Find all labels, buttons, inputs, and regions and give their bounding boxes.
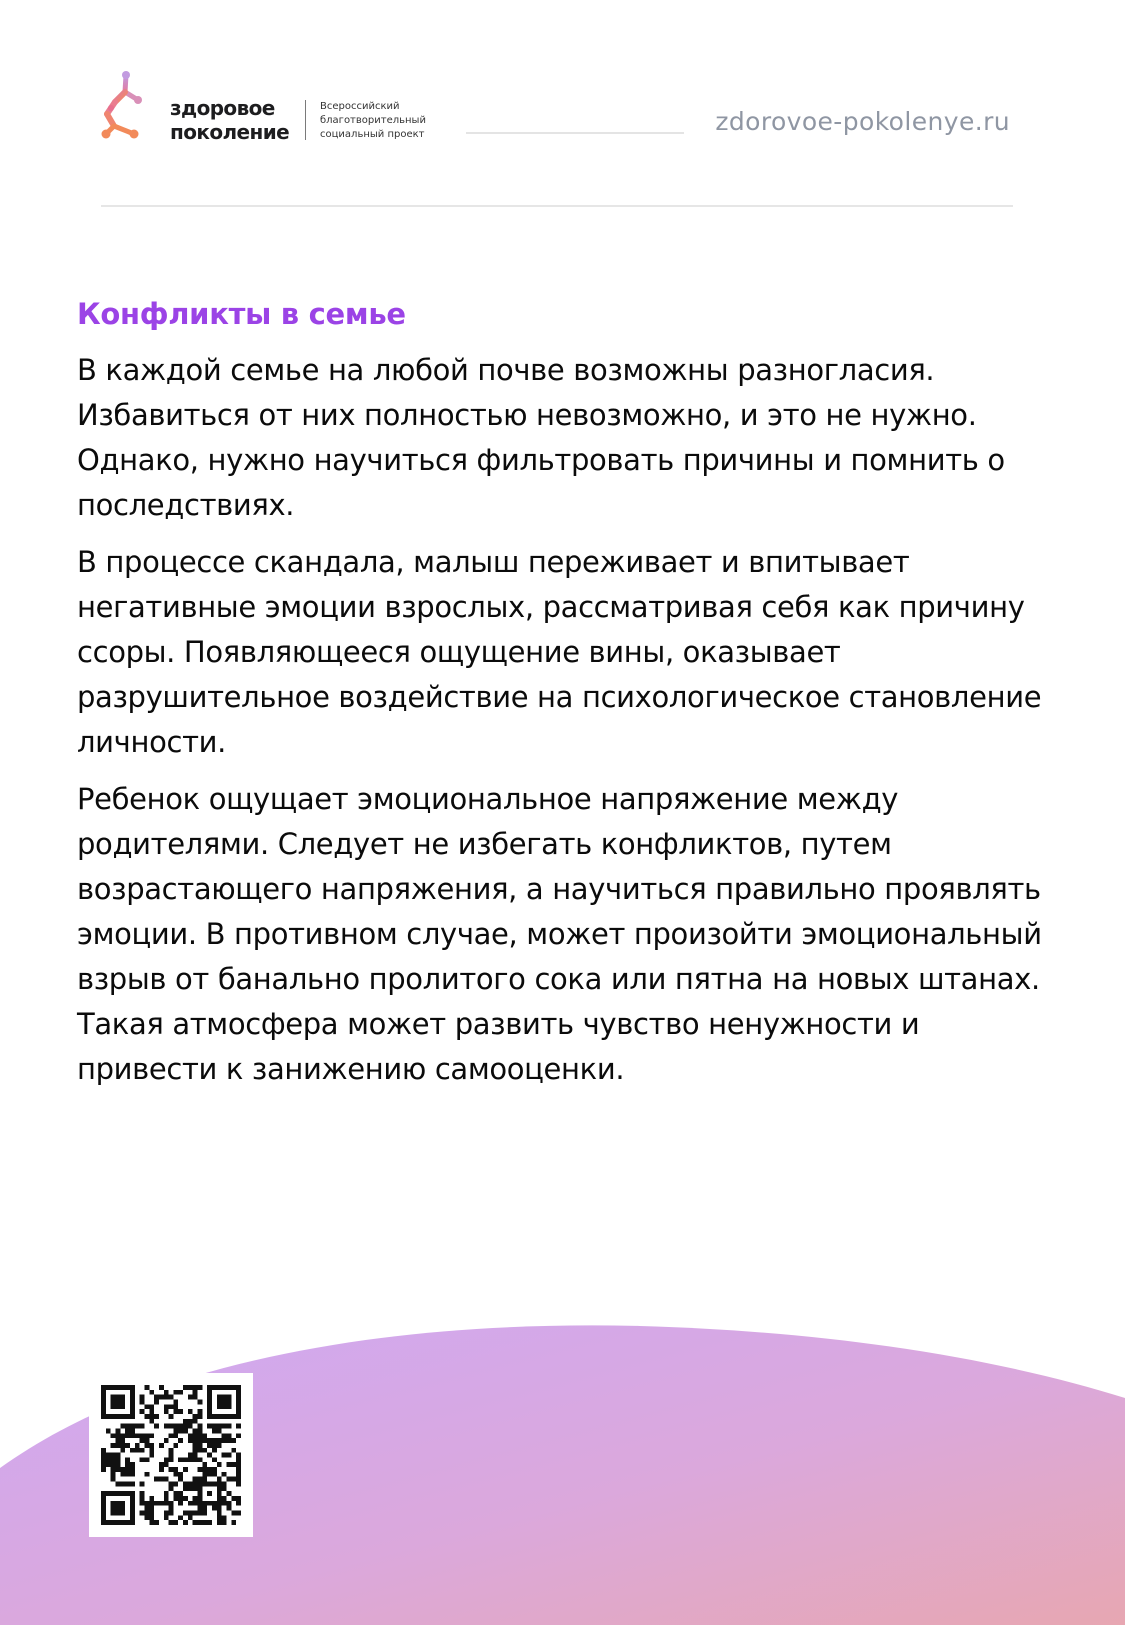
logo-sub-line2: благотворительный xyxy=(320,115,426,126)
molecule-logo-icon xyxy=(98,70,146,142)
article xyxy=(77,294,1067,1104)
article-paragraph-3: Ребенок ощущает эмоциональное напряжение между родителями. Следует не избегать конфликтов, путем возрастающего напряжения, а научиться правильно проявлять эмоции. В противном случае, может произойти эмоциональный взрыв от банально пролитого сока или пятна на новых штанах. Такая атмосфера может развить чувство ненужности и привести к занижению самооценки. xyxy=(77,782,1042,1086)
logo-subtitle xyxy=(320,100,426,142)
qr-code[interactable] xyxy=(89,1373,253,1537)
header-short-divider xyxy=(466,132,684,134)
article-title: Конфликты в семье xyxy=(77,297,406,331)
site-url: zdorovoe-pokolenye.ru xyxy=(715,107,1010,136)
article-paragraph-2: В процессе скандала, малыш переживает и впитывает негативные эмоции взрослых, рассматривая себя как причину ссоры. Появляющееся ощущение вины, оказывает разрушительное воздействие на психологическое становление личности. xyxy=(77,545,1042,759)
logo-name-line1: здоровое xyxy=(170,96,275,120)
article-paragraph-1: В каждой семье на любой почве возможны разногласия. Избавиться от них полностью невозможно, и это не нужно. Однако, нужно научиться фильтровать причины и помнить о последствиях. xyxy=(77,353,1005,522)
logo-name-line2: поколение xyxy=(170,120,290,144)
logo-sub-line3: социальный проект xyxy=(320,129,425,140)
logo-divider xyxy=(305,100,306,140)
qr-code-icon xyxy=(101,1385,241,1525)
page-header xyxy=(0,0,1125,210)
header-divider xyxy=(101,205,1013,207)
logo-sub-line1: Всероссийский xyxy=(320,101,400,112)
logo-wordmark xyxy=(170,96,289,144)
